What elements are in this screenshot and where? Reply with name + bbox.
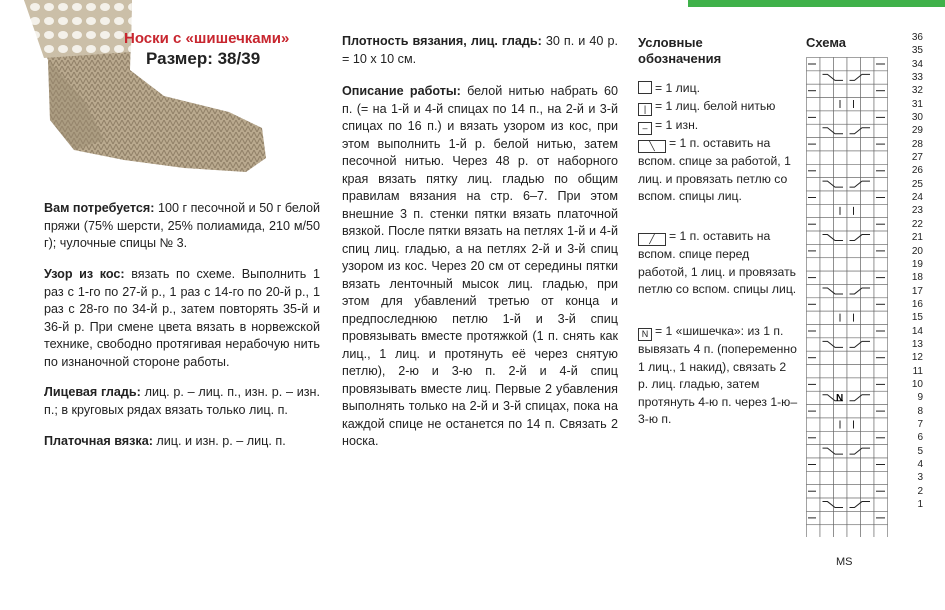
chart-cell: [847, 218, 861, 231]
chart-cell: [847, 84, 861, 97]
chart-cell: [874, 151, 888, 164]
chart-cell: [820, 311, 834, 324]
chart-cell: [874, 391, 888, 404]
chart-cell: [861, 485, 875, 498]
chart-cell: [861, 178, 875, 191]
chart-cell: [834, 485, 848, 498]
cable-pattern-paragraph: Узор из кос: вязать по схеме. Выполнить 1 раз с 1-го по 27-й р., 1 раз с 14-го по 20-й р., 1 раз с 28-го по 34-й р., затем повторять 35-й и 36-й р. При смене цвета вязать в норвежской технике, свободно протягивая нерабочую нить по изнаночной стороне работы.: [44, 267, 320, 369]
chart-cell: [847, 244, 861, 257]
chart-cell: [847, 458, 861, 471]
chart-cell: [861, 204, 875, 217]
chart-cell: [834, 365, 848, 378]
row-number: 29: [911, 125, 923, 137]
chart-cell: [861, 471, 875, 484]
chart-cell: [834, 124, 848, 137]
chart-cell: [847, 471, 861, 484]
chart-cell: [847, 151, 861, 164]
chart-cell: [820, 244, 834, 257]
row-number: 27: [911, 152, 923, 164]
chart-cell: [834, 244, 848, 257]
chart-cell: [861, 98, 875, 111]
row-number: 22: [911, 218, 923, 230]
chart-cell: [834, 231, 848, 244]
chart-cell: [807, 338, 821, 351]
chart-cell: [834, 71, 848, 84]
chart-cell: [874, 311, 888, 324]
row-number: 7: [917, 418, 923, 430]
materials-paragraph: Вам потребуется: 100 г песочной и 50 г белой пряжи (75% шерсти, 25% полиамида, 210 м/50 г); чулочные спицы № 3.: [44, 201, 321, 250]
chart-cell: [861, 84, 875, 97]
row-number: 32: [911, 85, 923, 97]
row-number: 31: [911, 98, 923, 110]
row-number: 12: [911, 352, 923, 364]
chart-cell: [834, 471, 848, 484]
row-number: 24: [911, 192, 923, 204]
chart-cell: [847, 138, 861, 151]
knit-symbol-icon: [638, 81, 652, 94]
chart-cell: [820, 84, 834, 97]
chart-cell: [820, 258, 834, 271]
legend-item: = 1 лиц.: [638, 80, 798, 98]
chart-cell: [861, 511, 875, 524]
chart-cell: [807, 471, 821, 484]
bobble-symbol-icon: N: [638, 328, 652, 341]
row-number: 16: [911, 298, 923, 310]
row-number: 13: [911, 338, 923, 350]
chart-cell: [820, 218, 834, 231]
chart-cell: [834, 164, 848, 177]
row-number: 18: [911, 272, 923, 284]
chart-cell: [874, 498, 888, 511]
sock-photo: [14, 0, 274, 185]
chart-cell: [874, 204, 888, 217]
chart-cell: [834, 191, 848, 204]
chart-cell: [820, 351, 834, 364]
chart-cell: [874, 284, 888, 297]
bobble-mark: N: [836, 392, 844, 404]
row-number: 21: [911, 232, 923, 244]
chart-cell: [820, 365, 834, 378]
chart-cell: [861, 311, 875, 324]
chart-cell: [861, 525, 875, 537]
chart-cell: [834, 298, 848, 311]
chart-cell: [847, 378, 861, 391]
chart-cell: [834, 445, 848, 458]
row-number: 9: [917, 392, 923, 404]
chart-cell: [874, 418, 888, 431]
chart-cell: [861, 418, 875, 431]
chart-cell: [861, 351, 875, 364]
chart-cell: [861, 378, 875, 391]
chart-cell: [834, 138, 848, 151]
chart-cell: [820, 298, 834, 311]
chart-cell: [807, 418, 821, 431]
chart-cell: [874, 178, 888, 191]
chart-cell: [807, 445, 821, 458]
chart-cell: [834, 271, 848, 284]
chart-cell: [807, 178, 821, 191]
chart-cell: [874, 338, 888, 351]
chart-cell: [807, 231, 821, 244]
chart-cell: [834, 511, 848, 524]
chart-cell: [847, 431, 861, 444]
row-number: 25: [911, 178, 923, 190]
chart-cell: [861, 445, 875, 458]
chart-cell: [834, 498, 848, 511]
chart-cell: [861, 58, 875, 71]
chart-cell: [807, 71, 821, 84]
chart-cell: [861, 138, 875, 151]
white-knit-symbol-icon: |: [638, 103, 652, 116]
repeat-marker: MS: [836, 556, 853, 568]
chart-cell: [874, 525, 888, 537]
row-number: 1: [917, 499, 923, 511]
chart-cell: [807, 498, 821, 511]
chart-cell: [874, 71, 888, 84]
chart-cell: [874, 231, 888, 244]
legend-heading: Условные обозначения: [638, 35, 722, 66]
row-number: 17: [911, 285, 923, 297]
row-number: 20: [911, 245, 923, 257]
chart-cell: [874, 124, 888, 137]
chart-cell: [834, 431, 848, 444]
row-number: 30: [911, 112, 923, 124]
stockinette-paragraph: Лицевая гладь: лиц. р. – лиц. п., изн. р. – изн. п.; в круговых рядах вязать только лиц. п.: [44, 385, 320, 417]
row-number: 14: [911, 325, 923, 337]
chart-cell: [861, 405, 875, 418]
chart-cell: [847, 325, 861, 338]
chart-cell: [820, 471, 834, 484]
chart-cell: [861, 458, 875, 471]
chart-cell: [820, 378, 834, 391]
chart-cell: [820, 58, 834, 71]
chart-cell: [861, 111, 875, 124]
chart-cell: [847, 111, 861, 124]
chart-cell: [807, 365, 821, 378]
chart-cell: [820, 204, 834, 217]
chart-cell: [861, 391, 875, 404]
chart-cell: [847, 351, 861, 364]
chart-cell: [861, 284, 875, 297]
chart-cell: [834, 338, 848, 351]
chart-cell: [834, 218, 848, 231]
legend-item: ╲ = 1 п. оставить на вспом. спице за работой, 1 лиц. и провязать петлю со вспом. спицы лиц.: [638, 136, 791, 203]
legend-item: | = 1 лиц. белой нитью: [638, 98, 798, 116]
chart-cell: [834, 351, 848, 364]
chart-cell: [820, 458, 834, 471]
chart-cell: [847, 58, 861, 71]
row-number: 28: [911, 138, 923, 150]
chart-cell: [820, 111, 834, 124]
row-number: 2: [917, 485, 923, 497]
chart-cell: [874, 365, 888, 378]
chart-cell: [820, 525, 834, 537]
chart-cell: [861, 71, 875, 84]
chart-cell: [820, 138, 834, 151]
chart-cell: [861, 298, 875, 311]
row-number: 34: [911, 58, 923, 70]
row-number: 6: [917, 432, 923, 444]
chart-cell: [807, 151, 821, 164]
chart-cell: [820, 164, 834, 177]
row-number: 26: [911, 165, 923, 177]
chart-cell: [807, 525, 821, 537]
cross-left-symbol-icon: ╱: [638, 233, 666, 246]
chart-cell: [847, 511, 861, 524]
chart-cell: [861, 191, 875, 204]
chart-cell: [834, 525, 848, 537]
cross-right-symbol-icon: ╲: [638, 140, 666, 153]
row-number: 3: [917, 472, 923, 484]
chart-cell: [861, 338, 875, 351]
chart-cell: [847, 164, 861, 177]
chart-cell: [820, 191, 834, 204]
size-label: Размер: 38/39: [146, 49, 261, 68]
chart-cell: [847, 365, 861, 378]
row-number: 11: [912, 365, 923, 377]
garter-paragraph: Платочная вязка: лиц. и изн. р. – лиц. п.: [44, 434, 286, 448]
chart-cell: [820, 151, 834, 164]
chart-cell: [861, 231, 875, 244]
chart-cell: [807, 284, 821, 297]
chart-cell: [834, 325, 848, 338]
row-number: 19: [911, 258, 923, 270]
chart-cell: [807, 391, 821, 404]
chart-cell: [847, 258, 861, 271]
purl-symbol-icon: –: [638, 122, 652, 135]
chart-cell: [847, 191, 861, 204]
chart-cell: [820, 431, 834, 444]
chart-cell: [861, 218, 875, 231]
gauge-paragraph: Плотность вязания, лиц. гладь: 30 п. и 40 р. = 10 х 10 см.: [342, 34, 618, 66]
legend-item: N = 1 «шишечка»: из 1 п. вывязать 4 п. (попеременно 1 лиц., 1 накид), связать 2 р. лиц. гладью, затем протянуть 4-ю п. через 1-ю–3-ю п.: [638, 324, 798, 426]
chart-cell: [834, 405, 848, 418]
chart-cell: [861, 365, 875, 378]
chart-cell: [847, 298, 861, 311]
row-number: 8: [917, 405, 923, 417]
row-number: 36: [911, 32, 923, 43]
chart-cell: [861, 124, 875, 137]
legend-item: ╱ = 1 п. оставить на вспом. спице перед работой, 1 лиц. и провязать петлю со вспом. спицы лиц.: [638, 229, 797, 296]
chart-cell: [834, 84, 848, 97]
chart-cell: [834, 178, 848, 191]
chart-cell: [861, 258, 875, 271]
chart-cell: [847, 405, 861, 418]
chart-cell: [861, 164, 875, 177]
row-number: 5: [917, 445, 923, 457]
chart-cell: [834, 258, 848, 271]
chart-cell: [820, 511, 834, 524]
chart-cell: [861, 498, 875, 511]
chart-cell: [820, 98, 834, 111]
chart-cell: [807, 124, 821, 137]
chart-cell: [834, 151, 848, 164]
chart-cell: [847, 485, 861, 498]
pattern-title: Носки с «шишечками»: [124, 30, 290, 47]
chart-cell: [807, 204, 821, 217]
chart-cell: [820, 271, 834, 284]
chart-cell: [861, 431, 875, 444]
row-numbers: [893, 31, 923, 511]
chart-cell: [820, 325, 834, 338]
chart-cell: [834, 58, 848, 71]
row-number: 23: [911, 205, 923, 217]
chart-cell: [874, 445, 888, 458]
chart-cell: [861, 325, 875, 338]
row-number: 15: [911, 312, 923, 324]
chart-cell: [874, 258, 888, 271]
row-number: 33: [911, 72, 923, 84]
chart-cell: [861, 151, 875, 164]
description-paragraph: Описание работы: белой нитью набрать 60 п. (= на 1-й и 4-й спицах по 14 п., на 2-й и 3-й спицах по 16 п.) и вязать узором из кос, при этом выполнить 1-й р. белой нитью, затем песочной нитью. Через 48 р. от наборного края вязать пятку лиц. гладью по общим правилам вязания на стр. 6–7. При этом внешние 3 п. стенки пятки вязать платочной вязкой. После пятки вязать на петлях 1-й и 4-й спиц лиц. гладью, а на петлях 2-й и 3-й спиц узором из кос. Через 20 см от середины пятки вязать ленточный мысок лиц. гладью, при этом для убавлений третью от конца и предпоследнюю петлю 1-й и 3-й спиц провязывать вместе протяжкой (1 п. снять как лиц., 1 лиц. и протянуть её через снятую петлю), 2-ю и 3-ю п. 2-й и 4-й спиц провязывать вместе лиц. Первые 2 убавления выполнять только на 2-й и 3-й спицах, пока на каждой спице не останется по 14 п. Связать 2 носка.: [342, 84, 618, 448]
chart-cell: [874, 471, 888, 484]
chart-cell: [807, 98, 821, 111]
row-number: 35: [911, 45, 923, 57]
row-number: 4: [917, 459, 923, 470]
chart-cell: [834, 284, 848, 297]
chart-cell: [834, 111, 848, 124]
chart-cell: [807, 311, 821, 324]
chart-cell: [820, 485, 834, 498]
chart-cell: [834, 378, 848, 391]
chart-cell: [820, 405, 834, 418]
chart-cell: [861, 244, 875, 257]
chart-cell: [847, 525, 861, 537]
chart-cell: [861, 271, 875, 284]
chart-cell: [820, 418, 834, 431]
chart-cell: [807, 258, 821, 271]
scheme-heading: Схема: [806, 35, 847, 50]
chart-cell: [834, 458, 848, 471]
chart-cell: [847, 271, 861, 284]
row-number: 10: [911, 378, 923, 390]
knitting-chart: [806, 57, 888, 537]
chart-cell: [874, 98, 888, 111]
top-accent-bar: [688, 0, 945, 7]
legend-item: – = 1 изн.: [638, 117, 798, 135]
